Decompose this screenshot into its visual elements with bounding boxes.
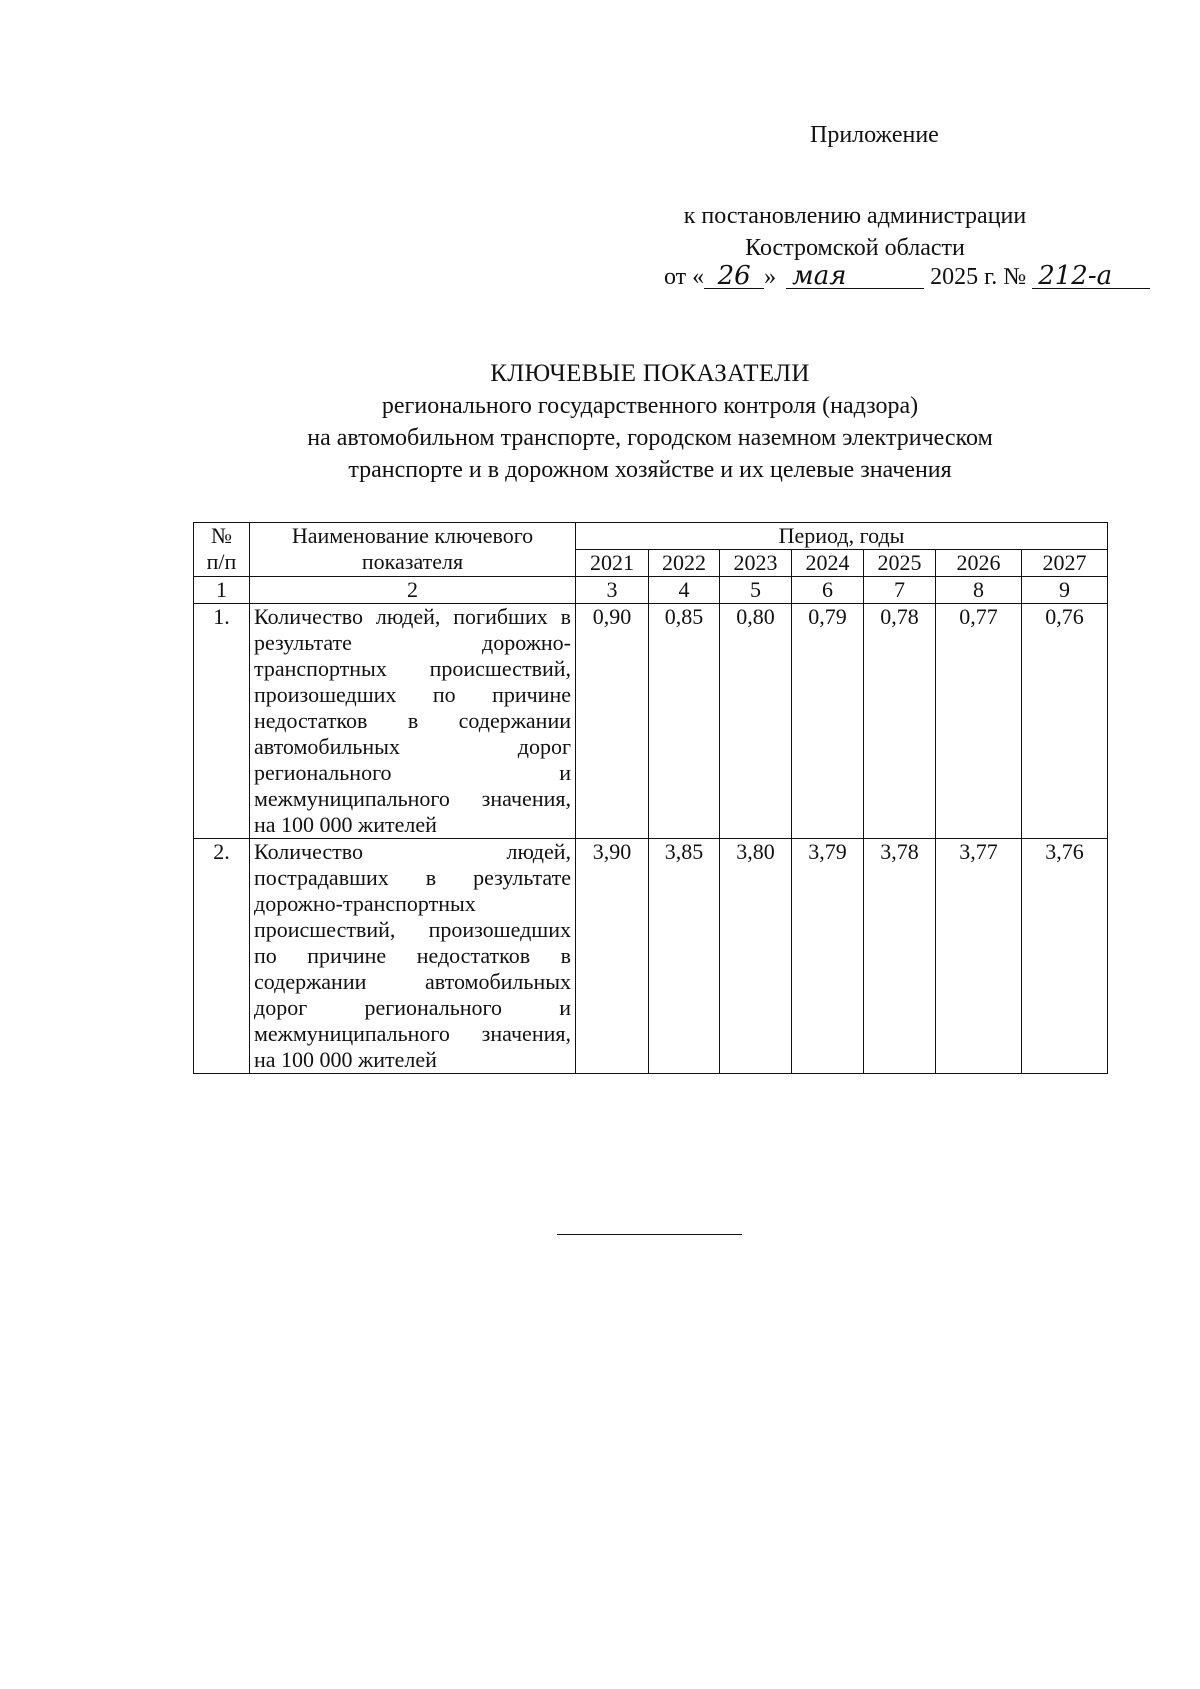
value-cell: 0,85: [649, 604, 720, 839]
value-cell: 0,80: [720, 604, 792, 839]
col-no-header: [194, 523, 250, 577]
value-cell: 3,80: [720, 839, 792, 1074]
table-row: [194, 604, 1108, 839]
closing-rule: [557, 1234, 742, 1235]
col-no-label-1: №: [211, 523, 232, 548]
value-cell: 0,79: [792, 604, 864, 839]
value-cell: 3,78: [864, 839, 936, 1074]
resolution-date-line: [664, 261, 1150, 291]
year-cell: 2022: [649, 550, 720, 577]
col-number-cell: 1: [194, 577, 250, 604]
col-number-cell: 3: [576, 577, 649, 604]
resolution-line-1: к постановлению администрации: [683, 203, 1027, 229]
value-cell: 3,90: [576, 839, 649, 1074]
col-name-header: Наименование ключевого показателя: [250, 523, 576, 577]
document-heading: [190, 358, 1110, 486]
appendix-title: Приложение: [810, 122, 939, 148]
year-cell: 2023: [720, 550, 792, 577]
heading-line-4: транспорте и в дорожном хозяйстве и их целевые значения: [348, 457, 952, 483]
doc-number-handwritten: 212-а: [1032, 264, 1150, 289]
value-cell: 0,77: [936, 604, 1022, 839]
date-prefix: от «: [664, 264, 705, 290]
kpi-table: [193, 522, 1108, 1074]
date-mid: »: [764, 264, 777, 290]
col-period-header: Период, годы: [576, 523, 1108, 550]
date-month-handwritten: мая: [786, 264, 924, 289]
heading-line-2: регионального государственного контроля (надзора): [381, 393, 919, 419]
row-number: 2.: [194, 839, 250, 1074]
col-number-cell: 7: [864, 577, 936, 604]
value-cell: 0,76: [1022, 604, 1108, 839]
col-number-cell: 5: [720, 577, 792, 604]
year-cell: 2027: [1022, 550, 1108, 577]
table-row: [194, 839, 1108, 1074]
resolution-line-2: Костромской области: [745, 235, 965, 261]
indicator-name: Количество людей, погибших в результате дорожно-транспортных происшествий, произошедших по причине недостатков в содержании автомобильных дорог регионального и межмуниципального значения, на 100 000 жителей: [250, 604, 576, 839]
row-number: 1.: [194, 604, 250, 839]
value-cell: 0,78: [864, 604, 936, 839]
col-number-cell: 2: [250, 577, 576, 604]
date-year: 2025 г. №: [930, 264, 1027, 290]
year-cell: 2024: [792, 550, 864, 577]
value-cell: 3,85: [649, 839, 720, 1074]
col-no-label-2: п/п: [206, 549, 237, 574]
col-number-cell: 9: [1022, 577, 1108, 604]
year-cell: 2026: [936, 550, 1022, 577]
value-cell: 3,76: [1022, 839, 1108, 1074]
year-cell: 2025: [864, 550, 936, 577]
heading-line-3: на автомобильном транспорте, городском наземном электрическом: [307, 425, 993, 451]
value-cell: 3,77: [936, 839, 1022, 1074]
column-numbers-row: [194, 577, 1108, 604]
value-cell: 3,79: [792, 839, 864, 1074]
indicator-name: Количество людей, пострадавших в результате дорожно-транспортных происшествий, произошедших по причине недостатков в содержании автомобильных дорог регионального и межмуниципального значения, на 100 000 жителей: [250, 839, 576, 1074]
col-number-cell: 6: [792, 577, 864, 604]
heading-main: КЛЮЧЕВЫЕ ПОКАЗАТЕЛИ: [490, 360, 810, 387]
date-day-handwritten: 26: [704, 264, 764, 289]
col-number-cell: 4: [649, 577, 720, 604]
col-number-cell: 8: [936, 577, 1022, 604]
table-header-row: [194, 523, 1108, 550]
year-cell: 2021: [576, 550, 649, 577]
value-cell: 0,90: [576, 604, 649, 839]
resolution-reference: [600, 200, 1110, 264]
